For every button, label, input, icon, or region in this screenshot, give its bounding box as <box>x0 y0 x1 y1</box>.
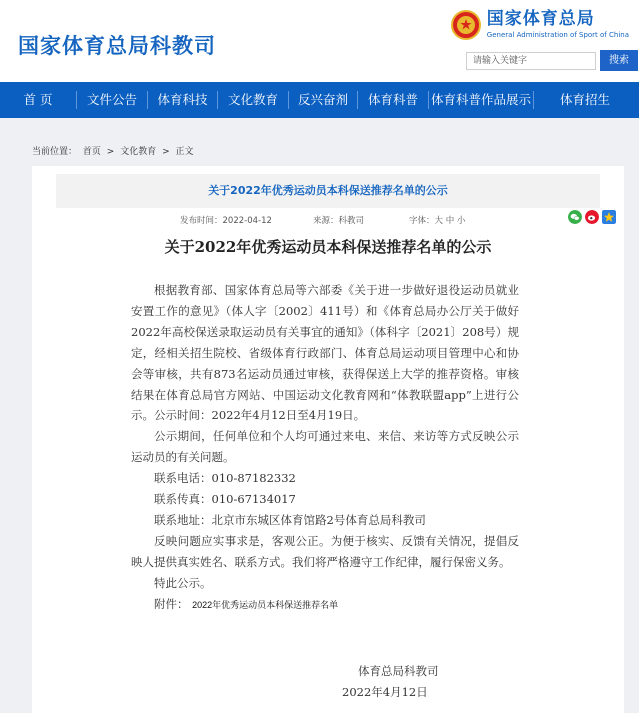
attachment <box>131 594 519 616</box>
article-source: 来源：科教司 <box>313 216 365 226</box>
signature-date: 2022年4月12日 <box>342 685 428 699</box>
breadcrumb-current: 正文 <box>175 147 194 157</box>
nav-item-anti-doping[interactable]: 反兴奋剂 <box>297 92 348 107</box>
nav-item-home[interactable]: 首 页 <box>23 92 53 107</box>
share-buttons <box>568 210 616 224</box>
nav-item-science-works[interactable]: 体育科普作品展示 <box>430 92 531 107</box>
article-panel <box>32 166 624 726</box>
site-header <box>0 0 639 82</box>
signature: 体育总局科教司 <box>358 664 439 678</box>
search-input[interactable]: 请输入关键字 <box>466 52 596 70</box>
font-size-options[interactable]: 字体：大 中 小 <box>409 216 466 226</box>
paragraph-reporting-period: 公示期间，任何单位和个人均可通过来电、来信、来访等方式反映公示运动员的有关问题。 <box>131 429 519 465</box>
brand-name-cn: 国家体育总局 <box>486 9 595 29</box>
contact-phone: 联系电话：010-87182332 <box>154 471 296 486</box>
main-nav <box>0 82 639 118</box>
attachment-label: 附件： <box>154 596 189 611</box>
publish-date: 发布时间：2022-04-12 <box>180 216 272 226</box>
weibo-icon[interactable] <box>585 210 599 224</box>
wechat-icon[interactable] <box>568 210 582 224</box>
article-title: 关于2022年优秀运动员本科保送推荐名单的公示 <box>164 238 492 256</box>
site-title[interactable]: 国家体育总局科教司 <box>18 34 216 58</box>
search-button[interactable]: 搜索 <box>600 50 638 71</box>
attachment-link[interactable]: 2022年优秀运动员本科保送推荐名单 <box>192 599 339 610</box>
paragraph-basis: 根据教育部、国家体育总局等六部委《关于进一步做好退役运动员就业安置工作的意见》（体人字〔2002〕411号）和《体育总局办公厅关于做好2022年高校保送录取运动员有关事宜的通知》（体科字〔2021〕208号）规定，经相关招生院校、省级体育行政部门、体育总局运动项目管理中心和协会等审核，共有873名运动员通过审核，获得保送上大学的推荐资格。审核结果在体育总局官方网站、中国运动文化教育网和“体教联盟app”上进行公示。公示时间：2022年4月12日至4月19日。 <box>131 283 519 423</box>
article-body <box>131 280 519 616</box>
breadcrumb-separator: > <box>106 147 115 157</box>
breadcrumb-home[interactable]: 首页 <box>82 147 101 157</box>
nav-item-admissions[interactable]: 体育招生 <box>559 92 610 107</box>
notice-closing: 特此公示。 <box>154 575 212 590</box>
breadcrumb <box>32 144 197 157</box>
national-emblem-icon <box>451 10 481 40</box>
nav-item-announcements[interactable]: 文件公告 <box>86 92 137 107</box>
paragraph-requirements: 反映问题应实事求是，客观公正。为便于核实、反馈有关情况，提倡反映人提供真实姓名、联系方式。我们将严格遵守工作纪律，履行保密义务。 <box>131 533 519 569</box>
nav-item-sports-tech[interactable]: 体育科技 <box>157 92 208 107</box>
contact-fax: 联系传真：010-67134017 <box>154 492 296 507</box>
contact-address: 联系地址：北京市东城区体育馆路2号体育总局科教司 <box>154 512 426 527</box>
brand-name-en: General Administration of Sport of China <box>486 31 629 39</box>
breadcrumb-section[interactable]: 文化教育 <box>120 147 157 157</box>
nav-item-popular-science[interactable]: 体育科普 <box>367 92 418 107</box>
brand-logo[interactable] <box>451 8 629 40</box>
nav-item-culture-education[interactable]: 文化教育 <box>227 92 278 107</box>
qzone-star-icon[interactable] <box>602 210 616 224</box>
breadcrumb-separator: > <box>162 147 170 157</box>
article-meta <box>180 214 465 226</box>
breadcrumb-prefix: 当前位置： <box>32 147 78 157</box>
article-banner-title: 关于2022年优秀运动员本科保送推荐名单的公示 <box>56 174 600 208</box>
content-area <box>0 118 639 713</box>
